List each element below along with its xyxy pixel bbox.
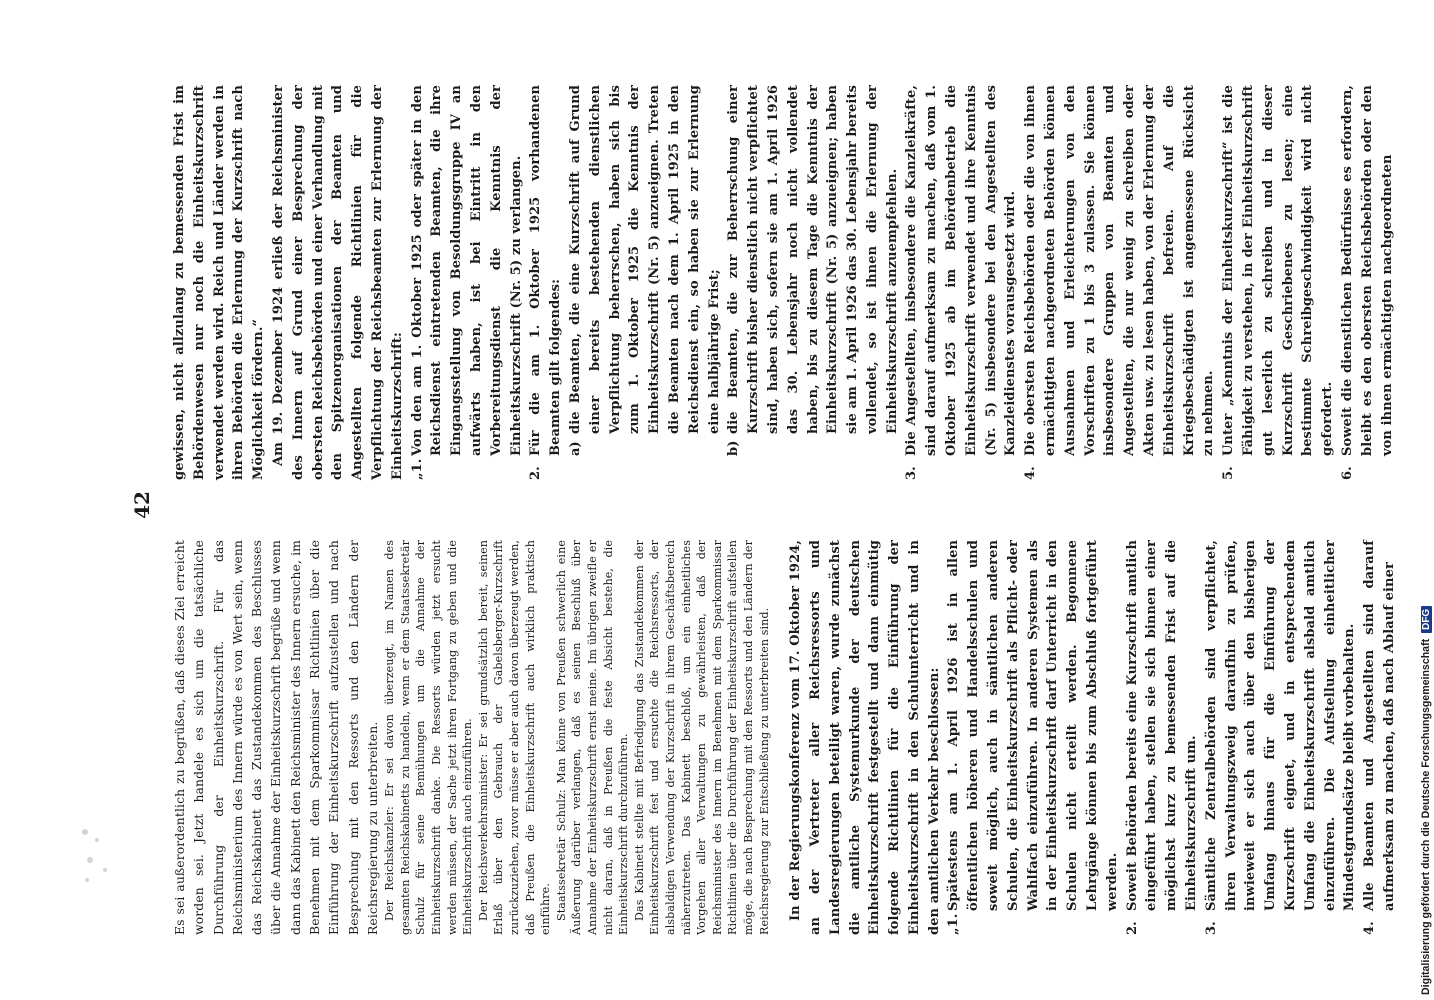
list-number: a)	[567, 441, 583, 456]
list-text: die Beamten, die zur Beherrschung einer Kurzschrift bisher dienstlich nicht verpflichtet sind, haben sich, sofern sie am 1. April 1926 das 30. Lebensjahr noch nicht vollendet haben, bis zu diesem Tage die Kenntnis der Einheitskurzschrift (Nr. 5) anzueignen; haben sie am 1. April 1926 das 30. Lebensjahr bereits vollendet, so ist ihnen die Erlernung der Einheitskurzschrift anzuempfehlen.	[726, 85, 900, 434]
list-number: „1.	[409, 458, 425, 480]
list-text: Die Angestellten, insbesondere die Kanzleikräfte, sind darauf aufmerksam zu machen, daß vom 1. Oktober 1925 ab im Behördenbetrieb die Einheitskurzschrift verwendet und ihre Kenntnis (Nr. 5) insbesondere bei den Angestellten des Kanzleidienstes vorausgesetzt wird.	[904, 85, 1019, 456]
list-number: 3.	[904, 466, 920, 480]
list-number: 2.	[1124, 921, 1140, 935]
list-text: Für die am 1. Oktober 1925 vorhandenen Beamten gilt folgendes:	[528, 85, 564, 456]
list-text: Sämtliche Zentralbehörden sind verpflichtet, ihren Verwaltungszweig daraufhin zu prüfen, inwieweit er sich auch über den bisherigen Umfang hinaus für die Einführung der Kurzschrift eignet, und in entsprechendem Umfang die Einheitskurzschrift alsbald amtlich einzuführen. Die Aufstellung einheitlicher Mindestgrundsätze bleibt vorbehalten.	[1203, 540, 1358, 911]
list-number: „1.	[946, 913, 962, 935]
paragraph: Der Reichskanzler: Er sei davon überzeugt, im Namen des gesamten Reichskabinetts zu handeln, wenn er dem Staatssekretär Schulz für seine Bemühungen um die Annahme der Einheitskurzschrift danke. Die Ressorts würden jetzt ersucht werden müssen, der Sache jetzt ihren Fortgang zu geben und die Einheitskurzschrift auch einzuführen.	[383, 540, 475, 935]
list-item	[1021, 85, 1219, 480]
list-text: Alle Beamten und Angestellten sind darauf aufmerksam zu machen, daß nach Ablauf einer	[1362, 540, 1398, 911]
list-subitem	[724, 85, 902, 456]
paragraph: gewissen, nicht allzulang zu bemessenden Frist im Behördenwesen nur noch die Einheitskurzschrift verwendet werden wird. Reich und Länder werden in ihren Behörden die Erlernung der Kurzschrift nach Möglichkeit fördern.“	[172, 85, 267, 480]
paragraph: Es sei außerordentlich zu begrüßen, daß dieses Ziel erreicht worden sei. Jetzt handele es sich um die tatsächliche Durchführung der Einheitskurzschrift. Für das Reichsministerium des Innern würde es von Wert sein, wenn das Reichskabinett das Zustandekommen des Beschlusses über die Annahme der Einheitskurzschrift begrüße und wenn dann das Kabinett den Reichsminister des Innern ersuche, im Benehmen mit dem Sparkommissar Richtlinien über die Einführung der Einheitskurzschrift aufzustellen und nach Besprechung mit den Ressorts und den Ländern der Reichsregierung zu unterbreiten.	[172, 540, 380, 935]
digitization-credit	[1392, 5, 1434, 995]
list-number: 3.	[1203, 921, 1219, 935]
list-item	[1123, 540, 1202, 935]
list-number: 5.	[1221, 466, 1237, 480]
list-text: die Beamten, die eine Kurzschrift auf Grund einer bereits bestehenden dienstlichen Verpflichtung beherrschen, haben sich bis zum 1. Oktober 1925 die Kenntnis der Einheitskurzschrift (Nr. 5) anzueignen. Treten die Beamten nach dem 1. April 1925 in den Reichsdienst ein, so haben sie zur Erlernung eine halbjährige Frist;	[567, 85, 722, 434]
paragraph: In der Regierungskonferenz vom 17. Oktober 1924, an der Vertreter aller Reichsressorts und Landesregierungen beteiligt waren, wurde zunächst die amtliche Systemurkunde der deutschen Einheitskurzschrift festgestellt und dann einmütig folgende Richtlinien für die Einführung der Einheitskurzschrift in den Schulunterricht und in den amtlichen Verkehr beschlossen:	[788, 540, 942, 935]
list-item	[408, 85, 527, 480]
list-number: 2.	[528, 466, 544, 480]
paragraph: Staatssekretär Schulz: Man könne von Preußen schwerlich eine Äußerung darüber verlangen, daß es seinen Beschluß über Annahme der Einheitskurzschrift ernst meine. Im übrigen zweifle er nicht daran, daß in Preußen die feste Absicht bestehe, die Einheitskurzschrift durchzuführen.	[554, 540, 631, 935]
list-item	[902, 85, 1021, 480]
credit-text: Digitalisierung gefördert durch die Deutsche Forschungsgemeinschaft	[1420, 638, 1432, 995]
list-number: 4.	[1362, 921, 1378, 935]
list-number: b)	[726, 440, 742, 456]
list-text: Von den am 1. Oktober 1925 oder später in den Reichsdienst eintretenden Beamten, die ihre Eingangsstellung von Besoldungsgruppe IV an aufwärts haben, ist bei Eintritt in den Vorbereitungsdienst die Kenntnis der Einheitskurzschrift (Nr. 5) zu verlangen.	[409, 85, 524, 456]
paragraph: Der Reichsverkehrsminister: Er sei grundsätzlich bereit, seinen Erlaß über den Gebrauch der Gabelsberger-Kurzschrift zurückzuziehen, zuvor müsse er aber auch davon überzeugt werden, daß Preußen die Einheitskurzschrift auch wirklich praktisch einführe.	[476, 540, 553, 935]
list-text: Soweit Behörden bereits eine Kurzschrift amtlich eingeführt haben, stellen sie sich binnen einer möglichst kurz zu bemessenden Frist auf die Einheitskurzschrift um.	[1124, 540, 1200, 911]
list-item	[1202, 540, 1360, 935]
list-text: Soweit die dienstlichen Bedürfnisse es erfordern, bleibt es den obersten Reichsbehörden oder den von ihnen ermächtigten nachgeordneten	[1340, 85, 1395, 456]
list-text: Unter „Kenntnis der Einheitskurzschrift“ ist die Fähigkeit zu verstehen, in der Einheitskurzschrift gut leserlich zu schreiben und in dieser Kurzschrift Geschriebenes zu lesen; eine bestimmte Schreibgeschwindigkeit wird nicht gefordert.	[1221, 85, 1336, 456]
list-subitem	[566, 85, 724, 456]
list-text: Die obersten Reichsbehörden oder die von ihnen ermächtigten nachgeordneten Behörden können Ausnahmen und Erleichterungen von den Vorschriften zu 1 bis 3 zulassen. Sie können insbesondere Gruppen von Beamten und Angestellten, die nur wenig zu schreiben oder Akten usw. zu lesen haben, von der Erlernung der Einheitskurzschrift befreien. Auf die Kriegsbeschädigten ist angemessene Rücksicht zu nehmen.	[1023, 85, 1217, 456]
paper-smudge	[75, 820, 120, 890]
list-number: 6.	[1340, 466, 1356, 480]
document-page	[110, 75, 1398, 945]
list-item	[1219, 85, 1338, 480]
paragraph: Am 19. Dezember 1924 erließ der Reichsminister des Innern auf Grund einer Besprechung der obersten Reichsbehörden und einer Verhandlung mit den Spitzenorganisationen der Beamten und Angestellten folgende Richtlinien für die Verpflichtung der Reichsbeamten zur Erlernung der Einheitskurzschrift:	[270, 85, 405, 480]
list-number: 4.	[1023, 466, 1039, 480]
right-column	[170, 85, 1397, 480]
page-number: 42	[130, 491, 154, 519]
paragraph: Das Kabinett stellte mit Befriedigung das Zustandekommen der Einheitskurzschrift fest und ersuchte die Reichsressorts, der alsbaldigen Verwendung der Kurzschrift in ihrem Geschäftsbereich näherzutreten. Das Kabinett beschloß, um ein einheitliches Vorgehen aller Verwaltungen zu gewährleisten, daß der Reichsminister des Innern im Benehmen mit dem Sparkommissar Richtlinien über die Durchführung der Einheitskurzschrift aufstellen möge, die nach Besprechung mit den Ressorts und den Ländern der Reichsregierung zur Entschließung zu unterbreiten sind.	[632, 540, 771, 935]
left-column	[170, 540, 1400, 935]
list-item	[1338, 85, 1397, 480]
list-text: Spätestens am 1. April 1926 ist in allen öffentlichen höheren und Handelsschulen und soweit möglich, auch in sämtlichen anderen Schulen, die Einheitskurzschrift als Pflicht- oder Wahlfach einzuführen. In anderen Systemen als in der Einheitskurzschrift darf Unterricht in den Schulen nicht erteilt werden. Begonnene Lehrgänge können bis zum Abschluß fortgeführt werden.	[946, 540, 1120, 911]
list-item	[944, 540, 1122, 935]
dfg-logo: DFG	[1421, 606, 1432, 633]
list-item	[526, 85, 566, 480]
